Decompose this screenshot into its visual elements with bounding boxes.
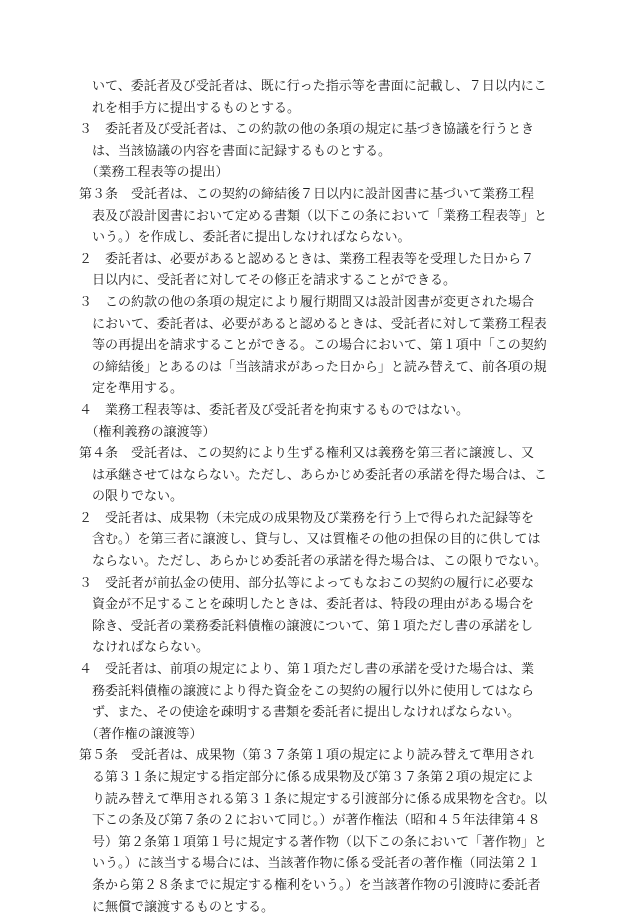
document-text-line: ならない。ただし、あらかじめ委託者の承諾を得た場合は、この限りでない。	[79, 554, 548, 570]
document-text-line: いて、委託者及び受託者は、既に行った指示等を書面に記載し、７日以内にこ	[79, 79, 547, 94]
document-text-line: 資金が不足することを疎明したときは、委託者は、特段の理由がある場合を	[79, 597, 535, 613]
document-text-line: れを相手方に提出するものとする。	[79, 100, 301, 116]
document-text-line: 号）第２条第１項第１号に規定する著作物（以下この条において「著作物」と	[79, 834, 548, 850]
document-text-line: （権利義務の譲渡等）	[79, 424, 216, 440]
document-text-line: 下この条及び第７条の２において同じ。）が著作権法（昭和４５年法律第４８	[79, 813, 541, 829]
document-text-line: 務委託料債権の譲渡により得た資金をこの契約の履行以外に使用してはなら	[79, 683, 535, 699]
document-text-line: 日以内に、受託者に対してその修正を請求することができる。	[79, 273, 457, 289]
document-text-line: る第３１条に規定する指定部分に係る成果物及び第３７条第２項の規定によ	[79, 770, 535, 785]
document-text-line: 条から第２８条までに規定する権利をいう。）を当該著作物の引渡時に委託者	[79, 877, 541, 893]
document-text-line: 定を準用する。	[79, 381, 184, 397]
document-text-line: は承継させてはならない。ただし、あらかじめ委託者の承諾を得た場合は、こ	[79, 467, 548, 483]
document-text-line: 第３条 受託者は、この契約の締結後７日以内に設計図書に基づいて業務工程	[79, 186, 535, 202]
document-text-line: は、当該協議の内容を書面に記録するものとする。	[79, 143, 392, 159]
document-text-line: ２ 受託者は、成果物（未完成の成果物及び業務を行う上で得られた記録等を	[79, 510, 535, 526]
contract-text-body	[79, 76, 557, 918]
document-text-line: 第４条 受託者は、この契約により生ずる権利又は義務を第三者に譲渡し、又	[79, 446, 535, 462]
document-text-line: ３ 委託者及び受託者は、この約款の他の条項の規定に基づき協議を行うとき	[79, 122, 535, 138]
document-text-line: （著作権の譲渡等）	[79, 726, 203, 742]
document-text-line: なければならない。	[79, 640, 210, 656]
document-text-line: ２ 委託者は、必要があると認めるときは、業務工程表等を受理した日から７	[79, 251, 535, 267]
document-text-line: り読み替えて準用される第３１条に規定する引渡部分に係る成果物を含む。以	[79, 791, 548, 807]
document-text-line: に無償で譲渡するものとする。	[79, 899, 275, 915]
document-text-line: いう。）を作成し、委託者に提出しなければならない。	[79, 230, 411, 246]
document-text-line: ず、また、その使途を疎明する書類を委託者に提出しなければならない。	[79, 705, 520, 721]
document-text-line: 除き、受託者の業務委託料債権の譲渡について、第１項ただし書の承諾をし	[79, 618, 533, 634]
document-text-line: において、委託者は、必要があると認めるときは、受託者に対して業務工程表	[79, 316, 547, 332]
document-text-line: ３ この約款の他の条項の規定により履行期間又は設計図書が変更された場合	[79, 294, 535, 310]
document-text-line: 第５条 受託者は、成果物（第３７条第１項の規定により読み替えて準用され	[79, 748, 535, 764]
document-text-line: の締結後」とあるのは「当該請求があった日から」と読み替えて、前各項の規	[79, 359, 547, 375]
document-text-line: （業務工程表等の提出）	[79, 165, 229, 181]
document-text-line: ３ 受託者が前払金の使用、部分払等によってもなおこの契約の履行に必要な	[79, 575, 535, 591]
document-text-line: 含む。）を第三者に譲渡し、貸与し、又は質権その他の担保の目的に供しては	[79, 532, 541, 548]
document-text-line: いう。）に該当する場合には、当該著作物に係る受託者の著作権（同法第２１	[79, 856, 541, 872]
document-text-line: ４ 業務工程表等は、委託者及び受託者を拘束するものではない。	[79, 402, 470, 418]
document-text-line: ４ 受託者は、前項の規定により、第１項ただし書の承諾を受けた場合は、業	[79, 662, 535, 678]
document-text-line: の限りでない。	[79, 489, 184, 505]
document-text-line: 表及び設計図書において定める書類（以下この条において「業務工程表等」と	[79, 208, 548, 224]
document-text-line: 等の再提出を請求することができる。この場合において、第１項中「この契約	[79, 338, 547, 354]
